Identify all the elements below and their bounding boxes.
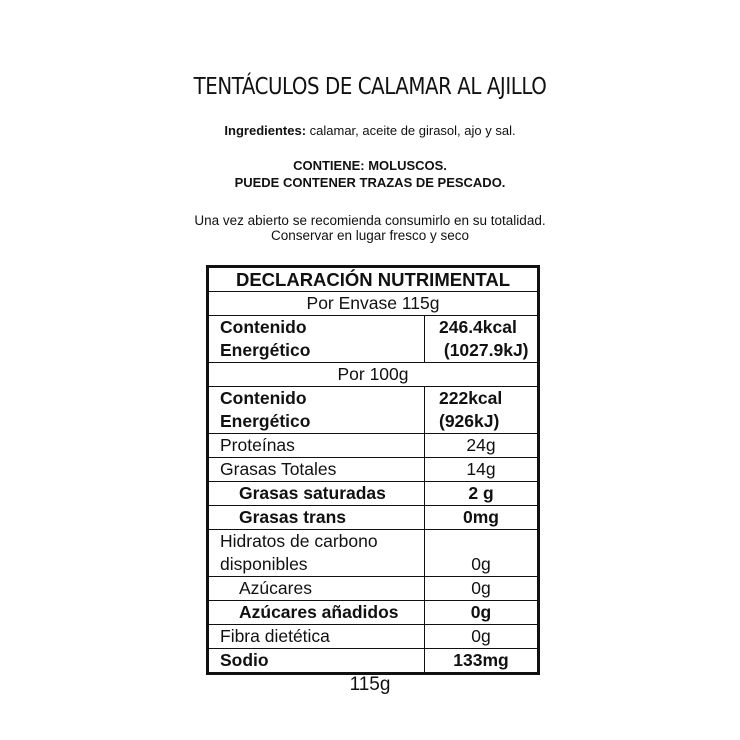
added-sugars-label: Azúcares añadidos xyxy=(208,601,425,625)
ingredients-line xyxy=(0,123,740,138)
fat-label: Grasas Totales xyxy=(208,458,425,482)
product-title: TENTÁCULOS DE CALAMAR AL AJILLO xyxy=(193,74,547,100)
proteins-label: Proteínas xyxy=(208,434,425,458)
per-package-label: Por Envase 115g xyxy=(208,292,539,316)
nutrition-header: DECLARACIÓN NUTRIMENTAL xyxy=(208,267,539,292)
pkg-energy-label-1: Contenido xyxy=(220,317,307,337)
per-100-label: Por 100g xyxy=(208,363,539,387)
allergen-line-1: CONTIENE: MOLUSCOS. xyxy=(293,158,447,173)
sat-fat-value: 2 g xyxy=(425,482,539,506)
energy-label xyxy=(208,387,425,434)
fiber-label: Fibra dietética xyxy=(208,625,425,649)
advice-line-1: Una vez abierto se recomienda consumirlo en su totalidad. xyxy=(194,213,546,228)
energy-label-1: Contenido xyxy=(220,388,307,408)
pkg-energy-value xyxy=(425,316,539,363)
table-row xyxy=(208,387,539,434)
table-row xyxy=(208,506,539,530)
pkg-energy-label xyxy=(208,316,425,363)
carbs-label-2: disponibles xyxy=(220,554,308,574)
sugars-value: 0g xyxy=(425,577,539,601)
fat-value: 14g xyxy=(425,458,539,482)
ingredients-label: Ingredientes: xyxy=(224,123,307,138)
pkg-energy-label-2: Energético xyxy=(220,340,311,360)
table-row xyxy=(208,649,539,674)
pkg-energy-kj: (1027.9kJ) xyxy=(439,340,529,360)
sugars-label: Azúcares xyxy=(208,577,425,601)
allergen-warning xyxy=(0,157,740,191)
allergen-line-2: PUEDE CONTENER TRAZAS DE PESCADO. xyxy=(234,175,506,190)
table-row xyxy=(208,458,539,482)
table-row xyxy=(208,601,539,625)
energy-kj: (926kJ) xyxy=(439,411,500,431)
table-row xyxy=(208,530,539,577)
energy-label-2: Energético xyxy=(220,411,311,431)
energy-kcal: 222kcal xyxy=(439,388,503,408)
trans-fat-value: 0mg xyxy=(425,506,539,530)
pkg-energy-kcal: 246.4kcal xyxy=(439,317,517,337)
sodium-label: Sodio xyxy=(208,649,425,674)
ingredients-text: calamar, aceite de girasol, ajo y sal. xyxy=(306,123,516,138)
storage-advice xyxy=(0,213,740,243)
sodium-value: 133mg xyxy=(425,649,539,674)
table-row xyxy=(208,292,539,316)
carbs-label xyxy=(208,530,425,577)
energy-value xyxy=(425,387,539,434)
table-row xyxy=(208,625,539,649)
trans-fat-label: Grasas trans xyxy=(208,506,425,530)
nutrition-table xyxy=(206,265,540,675)
table-row xyxy=(208,316,539,363)
table-row xyxy=(208,577,539,601)
fiber-value: 0g xyxy=(425,625,539,649)
carbs-label-1: Hidratos de carbono xyxy=(220,531,378,551)
table-row xyxy=(208,267,539,292)
proteins-value: 24g xyxy=(425,434,539,458)
net-weight: 115g xyxy=(349,674,391,695)
table-row xyxy=(208,363,539,387)
carbs-value: 0g xyxy=(425,530,539,577)
table-row xyxy=(208,434,539,458)
sat-fat-label: Grasas saturadas xyxy=(208,482,425,506)
table-row xyxy=(208,482,539,506)
added-sugars-value: 0g xyxy=(425,601,539,625)
advice-line-2: Conservar en lugar fresco y seco xyxy=(270,228,470,243)
